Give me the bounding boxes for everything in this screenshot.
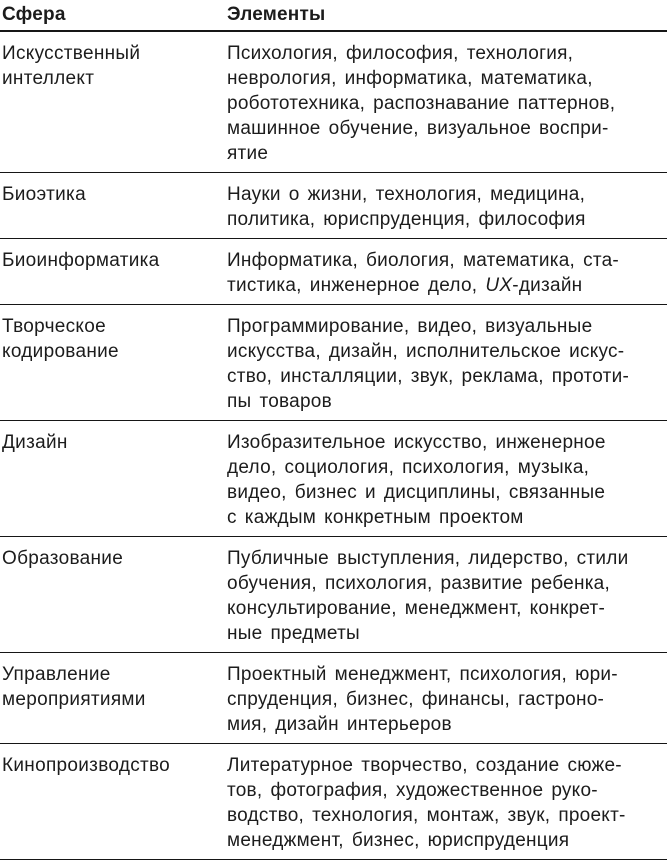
elements-text-line: спруденция, бизнес, финансы, гастроно- [227,689,605,710]
italic-text-segment: UX [485,275,513,296]
sphere-cell [0,314,227,414]
elements-cell [227,248,667,298]
elements-text-line: Психология, философия, технология, [227,43,574,64]
elements-text-line: менеджмент, бизнес, юриспруденция [227,830,570,851]
elements-text-line: Изобразительное искусство, инженерное [227,432,606,453]
sphere-text-line: Творческое [2,316,106,337]
sphere-text-line: Биоэтика [2,184,86,205]
elements-text-line: Программирование, видео, визуальные [227,316,593,337]
text-segment: тистика, инженерное дело, [227,275,486,296]
elements-text-line: ство, инсталляции, звук, реклама, прототи- [227,366,630,387]
table-row [0,421,667,537]
elements-text-line: водство, технология, монтаж, звук, проект- [227,805,626,826]
elements-cell [227,41,667,166]
sphere-text-line: Управление [2,664,111,685]
elements-text-line: Проектный менеджмент, психология, юри- [227,664,618,685]
column-header-sphere: Сфера [2,4,66,25]
elements-cell [227,753,667,853]
elements-text-line: консультирование, менеджмент, конкрет- [227,598,606,619]
elements-text-line: машинное обучение, визуальное воспри- [227,118,609,139]
sphere-text-line: мероприятиями [2,689,146,710]
text-segment: -дизайн [512,275,583,296]
elements-text-line: мия, дизайн интерьеров [227,714,452,735]
sphere-text-line: кодирование [2,341,119,362]
elements-text-line [227,273,663,298]
sphere-cell [0,430,227,530]
sphere-cell [0,662,227,737]
sphere-cell [0,182,227,232]
elements-cell [227,662,667,737]
table-row [0,32,667,173]
sphere-cell [0,248,227,298]
table-row [0,305,667,421]
sphere-text-line: Дизайн [2,432,68,453]
elements-text-line: робототехника, распознавание паттернов, [227,93,616,114]
table-row [0,239,667,305]
table-row [0,653,667,744]
sphere-text-line: Образование [2,548,124,569]
elements-text-line: пы товаров [227,391,332,412]
sphere-text-line: Искусственный [2,43,141,64]
elements-cell [227,182,667,232]
elements-text-line: видео, бизнес и дисциплины, связанные [227,482,606,503]
elements-text-line: Науки о жизни, технология, медицина, [227,184,586,205]
elements-text-line: дело, социология, психология, музыка, [227,457,590,478]
elements-text-line: неврология, информатика, математика, [227,68,593,89]
elements-cell [227,430,667,530]
sphere-cell [0,753,227,853]
elements-text-line: ные предметы [227,623,360,644]
elements-cell [227,314,667,414]
sphere-cell [0,546,227,646]
sphere-cell [0,41,227,166]
elements-text-line: тов, фотография, художественное руко- [227,780,598,801]
table-row [0,744,667,860]
elements-text-line: политика, юриспруденция, философия [227,209,586,230]
elements-text-line: обучения, психология, развитие ребенка, [227,573,611,594]
elements-cell [227,546,667,646]
column-header-elements: Элементы [227,4,326,25]
sphere-text-line: интеллект [2,68,95,89]
elements-text-line: с каждым конкретным проектом [227,507,524,528]
elements-text-line: ятие [227,143,269,164]
sphere-text-line: Биоинформатика [2,250,160,271]
elements-text-line: Литературное творчество, создание сюже- [227,755,622,776]
elements-text-line: Информатика, биология, математика, ста- [227,250,619,271]
table-row [0,537,667,653]
sphere-text-line: Кинопроизводство [2,755,171,776]
elements-text-line: Публичные выступления, лидерство, стили [227,548,629,569]
table-header [0,0,667,32]
table-row [0,173,667,239]
elements-text-line: искусства, дизайн, исполнительское искус- [227,341,625,362]
table-body [0,32,667,860]
